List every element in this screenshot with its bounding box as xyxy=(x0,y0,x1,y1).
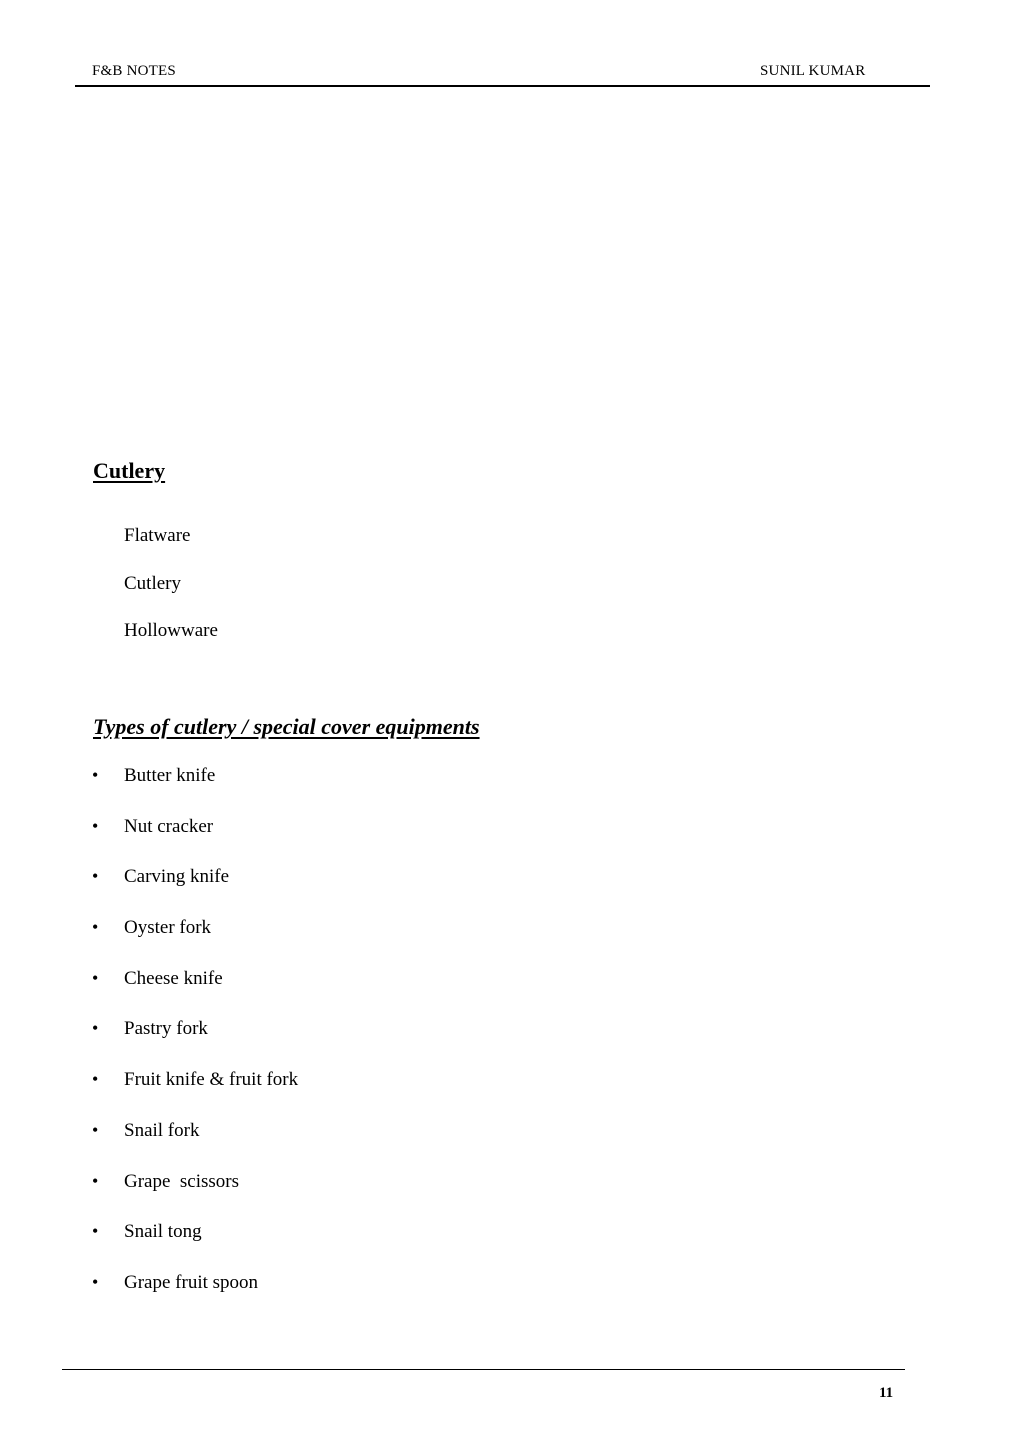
list-item-label: Snail fork xyxy=(124,1119,200,1141)
list-item xyxy=(92,965,298,1016)
list-item-label: Fruit knife & fruit fork xyxy=(124,1069,299,1091)
list-item xyxy=(92,914,298,965)
list-item: Flatware xyxy=(124,525,191,546)
bullet-icon: • xyxy=(92,967,99,988)
bullet-icon: • xyxy=(92,765,99,785)
list-item-label: Carving knife xyxy=(124,866,230,888)
bullet-icon: • xyxy=(92,1069,99,1090)
bullet-icon: • xyxy=(92,866,99,887)
list-item-label: Grape fruit spoon xyxy=(124,1271,259,1293)
bullet-icon: • xyxy=(92,1271,99,1292)
header-title: F&B NOTES xyxy=(92,63,176,79)
list-item-label: Pastry fork xyxy=(124,1018,208,1040)
list-item-label: Snail tong xyxy=(124,1221,202,1243)
list-item xyxy=(92,1066,298,1117)
list-item xyxy=(92,1218,298,1269)
list-item xyxy=(92,1015,298,1066)
list-item: Hollowware xyxy=(124,620,218,641)
header-author: SUNIL KUMAR xyxy=(760,63,866,79)
list-item xyxy=(92,1168,298,1219)
list-item-label: Grape scissors xyxy=(124,1170,240,1192)
bullet-icon: • xyxy=(92,1221,99,1242)
list-item xyxy=(92,1269,298,1320)
bullet-icon: • xyxy=(92,917,99,938)
list-item-label: Nut cracker xyxy=(124,815,214,837)
bullet-icon: • xyxy=(92,1018,99,1039)
section-heading-cutlery: Cutlery xyxy=(93,458,166,483)
section-heading-types: Types of cutlery / special cover equipments xyxy=(93,714,480,739)
list-item xyxy=(92,863,298,914)
bullet-icon: • xyxy=(92,1170,99,1191)
list-item xyxy=(92,813,298,864)
page-number: 11 xyxy=(879,1385,894,1401)
header-divider xyxy=(75,85,930,87)
cutlery-terms-list xyxy=(124,523,218,666)
bullet-icon: • xyxy=(92,1119,99,1140)
bullet-icon: • xyxy=(92,815,99,836)
list-item-label: Butter knife xyxy=(124,765,216,786)
list-item xyxy=(92,1117,298,1168)
list-item-label: Cheese knife xyxy=(124,967,223,989)
list-item-label: Oyster fork xyxy=(124,917,212,939)
list-item: Cutlery xyxy=(124,572,181,594)
types-bullet-list xyxy=(92,762,298,1320)
footer-divider xyxy=(62,1369,905,1370)
list-item xyxy=(92,762,298,813)
